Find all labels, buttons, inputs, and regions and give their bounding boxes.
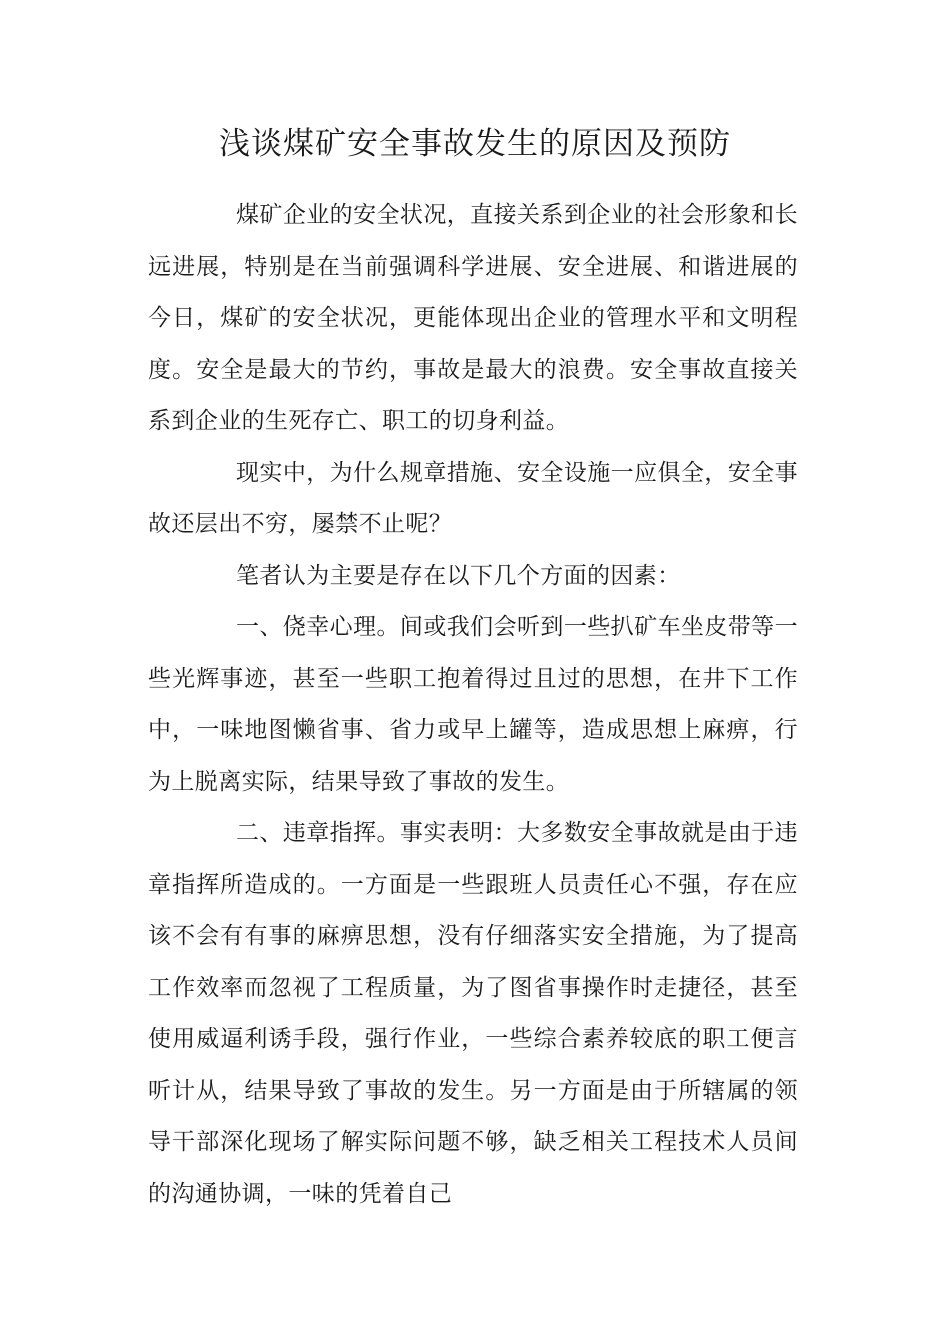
paragraph-intro: 煤矿企业的安全状况，直接关系到企业的社会形象和长远进展，特别是在当前强调科学进展、安全进展、和谐进展的今日，煤矿的安全状况，更能体现出企业的管理水平和文明程度。安全是最大的节约，事故是最大的浪费。安全事故直接关系到企业的生死存亡、职工的切身利益。	[148, 202, 798, 434]
paragraph-factor-1: 一、侥幸心理。间或我们会听到一些扒矿车坐皮带等一些光辉事迹，甚至一些职工抱着得过且过的思想，在井下工作中，一味地图懒省事、省力或早上罐等，造成思想上麻痹，行为上脱离实际，结果导致了事故的发生。	[148, 614, 798, 795]
paragraph-question: 现实中，为什么规章措施、安全设施一应俱全，安全事故还层出不穷，屡禁不止呢？	[148, 459, 798, 537]
document-body	[148, 190, 798, 1220]
paragraph-factors-intro: 笔者认为主要是存在以下几个方面的因素：	[236, 562, 681, 589]
document-title: 浅谈煤矿安全事故发生的原因及预防	[219, 126, 731, 162]
paragraph-factor-2: 二、违章指挥。事实表明：大多数安全事故就是由于违章指挥所造成的。一方面是一些跟班人员责任心不强，存在应该不会有有事的麻痹思想，没有仔细落实安全措施，为了提高工作效率而忽视了工程质量，为了图省事操作时走捷径，甚至使用威逼利诱手段，强行作业，一些综合素养较底的职工便言听计从，结果导致了事故的发生。另一方面是由于所辖属的领导干部深化现场了解实际问题不够，缺乏相关工程技术人员间的沟通协调，一味的凭着自己	[148, 820, 798, 1207]
